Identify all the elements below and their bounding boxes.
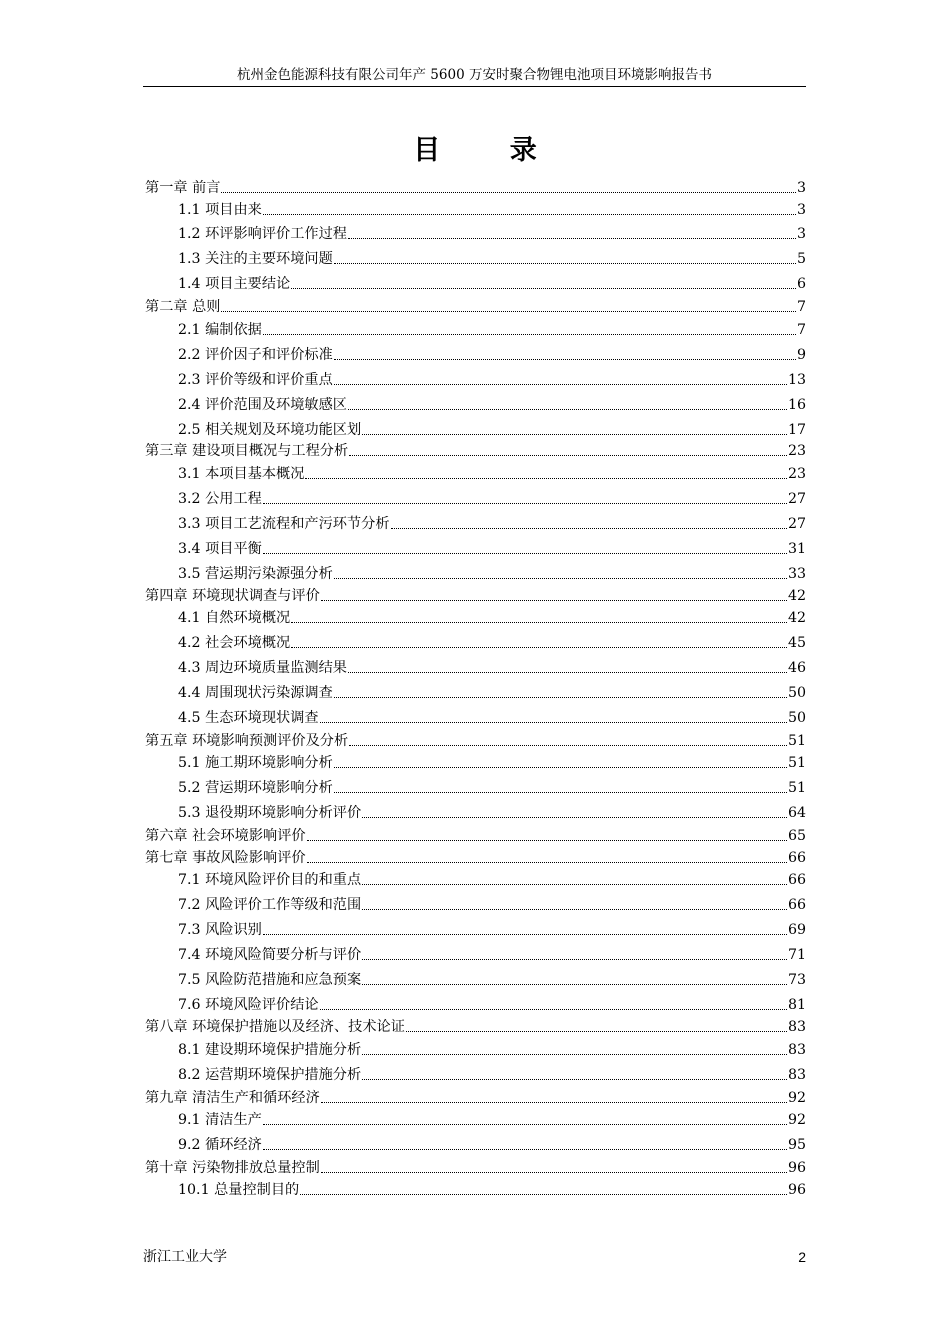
dot-leader (291, 621, 787, 623)
dot-leader (349, 454, 787, 456)
dot-leader (334, 766, 787, 768)
dot-leader (334, 262, 796, 264)
toc-section-entry[interactable] (178, 895, 806, 915)
toc-page-number: 65 (787, 828, 806, 844)
toc-chapter-entry[interactable] (145, 1088, 806, 1108)
toc-page-number: 3 (796, 226, 806, 242)
toc-page-number: 95 (787, 1137, 806, 1153)
toc-page-number: 96 (787, 1160, 806, 1176)
dot-leader (406, 1030, 787, 1032)
toc-entry-label: 第一章 前言 (145, 180, 221, 196)
dot-leader (263, 502, 787, 504)
toc-section-entry[interactable] (178, 539, 806, 559)
toc-entry-label: 4.4 周围现状污染源调查 (178, 685, 333, 701)
toc-entry-label: 1.4 项目主要结论 (178, 276, 291, 292)
dot-leader (321, 1101, 787, 1103)
dot-leader (291, 287, 796, 289)
toc-chapter-entry[interactable] (145, 1158, 806, 1178)
dot-leader (334, 383, 787, 385)
toc-section-entry[interactable] (178, 920, 806, 940)
dot-leader (362, 983, 787, 985)
dot-leader (348, 671, 787, 673)
dot-leader (300, 1193, 787, 1195)
footer-institution: 浙江工业大学 (143, 1249, 227, 1265)
toc-page-number: 7 (796, 322, 806, 338)
toc-page-number: 83 (787, 1019, 806, 1035)
dot-leader (320, 721, 787, 723)
toc-entry-label: 8.2 运营期环境保护措施分析 (178, 1067, 362, 1083)
toc-page-number: 51 (787, 733, 806, 749)
toc-page-number: 7 (796, 299, 806, 315)
toc-section-entry[interactable] (178, 1180, 806, 1200)
toc-section-entry[interactable] (178, 945, 806, 965)
toc-entry-label: 2.4 评价范围及环境敏感区 (178, 397, 347, 413)
dot-leader (221, 191, 796, 193)
toc-entry-label: 2.1 编制依据 (178, 322, 262, 338)
dot-leader (307, 861, 787, 863)
dot-leader (362, 1053, 787, 1055)
toc-page-number: 92 (787, 1112, 806, 1128)
toc-page-number: 17 (787, 422, 806, 438)
dot-leader (362, 883, 787, 885)
toc-entry-label: 第九章 清洁生产和循环经济 (145, 1090, 320, 1106)
dot-leader (334, 577, 787, 579)
toc-entry-label: 第三章 建设项目概况与工程分析 (145, 443, 349, 459)
toc-chapter-entry[interactable] (145, 1017, 806, 1037)
toc-section-entry[interactable] (178, 464, 806, 484)
toc-section-entry[interactable] (178, 778, 806, 798)
toc-page-number: 9 (796, 347, 806, 363)
toc-page-number: 3 (796, 202, 806, 218)
toc-section-entry[interactable] (178, 970, 806, 990)
toc-section-entry[interactable] (178, 200, 806, 220)
toc-entry-label: 第十章 污染物排放总量控制 (145, 1160, 320, 1176)
toc-page-number: 71 (787, 947, 806, 963)
toc-entry-label: 1.3 关注的主要环境问题 (178, 251, 333, 267)
toc-entry-label: 第四章 环境现状调查与评价 (145, 588, 320, 604)
toc-entry-label: 7.5 风险防范措施和应急预案 (178, 972, 362, 988)
running-header: 杭州金色能源科技有限公司年产 5600 万安时聚合物锂电池项目环境影响报告书 (237, 67, 712, 83)
toc-section-entry[interactable] (178, 224, 806, 244)
dot-leader (391, 527, 787, 529)
toc-page-number: 83 (787, 1042, 806, 1058)
toc-chapter-entry[interactable] (145, 826, 806, 846)
toc-page-number: 5 (796, 251, 806, 267)
toc-chapter-entry[interactable] (145, 178, 806, 198)
toc-page-number: 23 (787, 443, 806, 459)
page-title: 目 录 (413, 135, 567, 166)
toc-entry-label: 4.5 生态环境现状调查 (178, 710, 319, 726)
toc-entry-label: 3.4 项目平衡 (178, 541, 262, 557)
toc-entry-label: 7.6 环境风险评价结论 (178, 997, 319, 1013)
toc-entry-label: 第六章 社会环境影响评价 (145, 828, 306, 844)
dot-leader (321, 599, 787, 601)
toc-entry-label: 3.5 营运期污染源强分析 (178, 566, 333, 582)
toc-entry-label: 8.1 建设期环境保护措施分析 (178, 1042, 362, 1058)
toc-entry-label: 4.1 自然环境概况 (178, 610, 291, 626)
dot-leader (263, 333, 796, 335)
dot-leader (362, 908, 787, 910)
toc-page-number: 27 (787, 491, 806, 507)
header-rule (143, 86, 806, 87)
dot-leader (362, 816, 787, 818)
toc-entry-label: 2.2 评价因子和评价标准 (178, 347, 333, 363)
toc-entry-label: 10.1 总量控制目的 (178, 1182, 300, 1198)
dot-leader (263, 552, 787, 554)
toc-page-number: 73 (787, 972, 806, 988)
toc-chapter-entry[interactable] (145, 586, 806, 606)
toc-entry-label: 3.2 公用工程 (178, 491, 262, 507)
toc-section-entry[interactable] (178, 753, 806, 773)
toc-page-number: 92 (787, 1090, 806, 1106)
toc-entry-label: 4.3 周边环境质量监测结果 (178, 660, 347, 676)
toc-page-number: 45 (787, 635, 806, 651)
toc-page-number: 64 (787, 805, 806, 821)
toc-section-entry[interactable] (178, 370, 806, 390)
toc-section-entry[interactable] (178, 683, 806, 703)
toc-page-number: 81 (787, 997, 806, 1013)
dot-leader (321, 1171, 787, 1173)
toc-section-entry[interactable] (178, 249, 806, 269)
toc-section-entry[interactable] (178, 803, 806, 823)
toc-page-number: 42 (787, 610, 806, 626)
toc-section-entry[interactable] (178, 658, 806, 678)
toc-entry-label: 3.1 本项目基本概况 (178, 466, 305, 482)
toc-page-number: 3 (796, 180, 806, 196)
dot-leader (263, 1148, 787, 1150)
toc-section-entry[interactable] (178, 320, 806, 340)
toc-page-number: 31 (787, 541, 806, 557)
toc-section-entry[interactable] (178, 420, 806, 440)
dot-leader (362, 1078, 787, 1080)
toc-section-entry[interactable] (178, 1110, 806, 1130)
toc-page-number: 50 (787, 685, 806, 701)
toc-page-number: 27 (787, 516, 806, 532)
dot-leader (263, 213, 796, 215)
dot-leader (349, 744, 787, 746)
toc-page-number: 51 (787, 780, 806, 796)
toc-section-entry[interactable] (178, 995, 806, 1015)
toc-section-entry[interactable] (178, 870, 806, 890)
toc-page-number: 96 (787, 1182, 806, 1198)
toc-entry-label: 1.2 环评影响评价工作过程 (178, 226, 347, 242)
toc-entry-label: 7.1 环境风险评价目的和重点 (178, 872, 362, 888)
toc-page-number: 16 (787, 397, 806, 413)
toc-entry-label: 7.3 风险识别 (178, 922, 262, 938)
toc-page-number: 66 (787, 850, 806, 866)
toc-section-entry[interactable] (178, 345, 806, 365)
toc-page-number: 46 (787, 660, 806, 676)
toc-page-number: 6 (796, 276, 806, 292)
dot-leader (320, 1008, 787, 1010)
toc-page-number: 66 (787, 897, 806, 913)
dot-leader (334, 791, 787, 793)
toc-page-number: 33 (787, 566, 806, 582)
toc-page-number: 23 (787, 466, 806, 482)
toc-entry-label: 5.3 退役期环境影响分析评价 (178, 805, 362, 821)
toc-entry-label: 第七章 事故风险影响评价 (145, 850, 306, 866)
toc-entry-label: 2.5 相关规划及环境功能区划 (178, 422, 362, 438)
toc-entry-label: 第五章 环境影响预测评价及分析 (145, 733, 349, 749)
toc-section-entry[interactable] (178, 1135, 806, 1155)
toc-section-entry[interactable] (178, 564, 806, 584)
toc-entry-label: 3.3 项目工艺流程和产污环节分析 (178, 516, 390, 532)
toc-section-entry[interactable] (178, 1065, 806, 1085)
toc-section-entry[interactable] (178, 489, 806, 509)
toc-entry-label: 7.4 环境风险简要分析与评价 (178, 947, 362, 963)
toc-entry-label: 第二章 总则 (145, 299, 221, 315)
dot-leader (221, 310, 796, 312)
toc-entry-label: 2.3 评价等级和评价重点 (178, 372, 333, 388)
toc-section-entry[interactable] (178, 395, 806, 415)
dot-leader (305, 477, 787, 479)
toc-entry-label: 5.1 施工期环境影响分析 (178, 755, 333, 771)
toc-entry-label: 9.2 循环经济 (178, 1137, 262, 1153)
toc-chapter-entry[interactable] (145, 297, 806, 317)
dot-leader (263, 933, 787, 935)
dot-leader (307, 839, 787, 841)
toc-page-number: 69 (787, 922, 806, 938)
dot-leader (348, 408, 787, 410)
toc-section-entry[interactable] (178, 633, 806, 653)
toc-page-number: 83 (787, 1067, 806, 1083)
toc-section-entry[interactable] (178, 708, 806, 728)
toc-page-number: 51 (787, 755, 806, 771)
dot-leader (362, 958, 787, 960)
toc-page-number: 66 (787, 872, 806, 888)
toc-page-number: 13 (787, 372, 806, 388)
dot-leader (348, 237, 796, 239)
dot-leader (334, 696, 787, 698)
toc-chapter-entry[interactable] (145, 441, 806, 461)
toc-section-entry[interactable] (178, 1040, 806, 1060)
toc-chapter-entry[interactable] (145, 848, 806, 868)
dot-leader (291, 646, 787, 648)
dot-leader (263, 1123, 787, 1125)
footer-page-number: 2 (798, 1249, 806, 1265)
dot-leader (334, 358, 796, 360)
toc-page-number: 50 (787, 710, 806, 726)
dot-leader (362, 433, 787, 435)
toc-page-number: 42 (787, 588, 806, 604)
toc-entry-label: 5.2 营运期环境影响分析 (178, 780, 333, 796)
toc-entry-label: 1.1 项目由来 (178, 202, 262, 218)
toc-entry-label: 7.2 风险评价工作等级和范围 (178, 897, 362, 913)
toc-section-entry[interactable] (178, 274, 806, 294)
toc-chapter-entry[interactable] (145, 731, 806, 751)
toc-entry-label: 4.2 社会环境概况 (178, 635, 291, 651)
toc-section-entry[interactable] (178, 514, 806, 534)
toc-section-entry[interactable] (178, 608, 806, 628)
toc-entry-label: 第八章 环境保护措施以及经济、技术论证 (145, 1019, 405, 1035)
toc-entry-label: 9.1 清洁生产 (178, 1112, 262, 1128)
